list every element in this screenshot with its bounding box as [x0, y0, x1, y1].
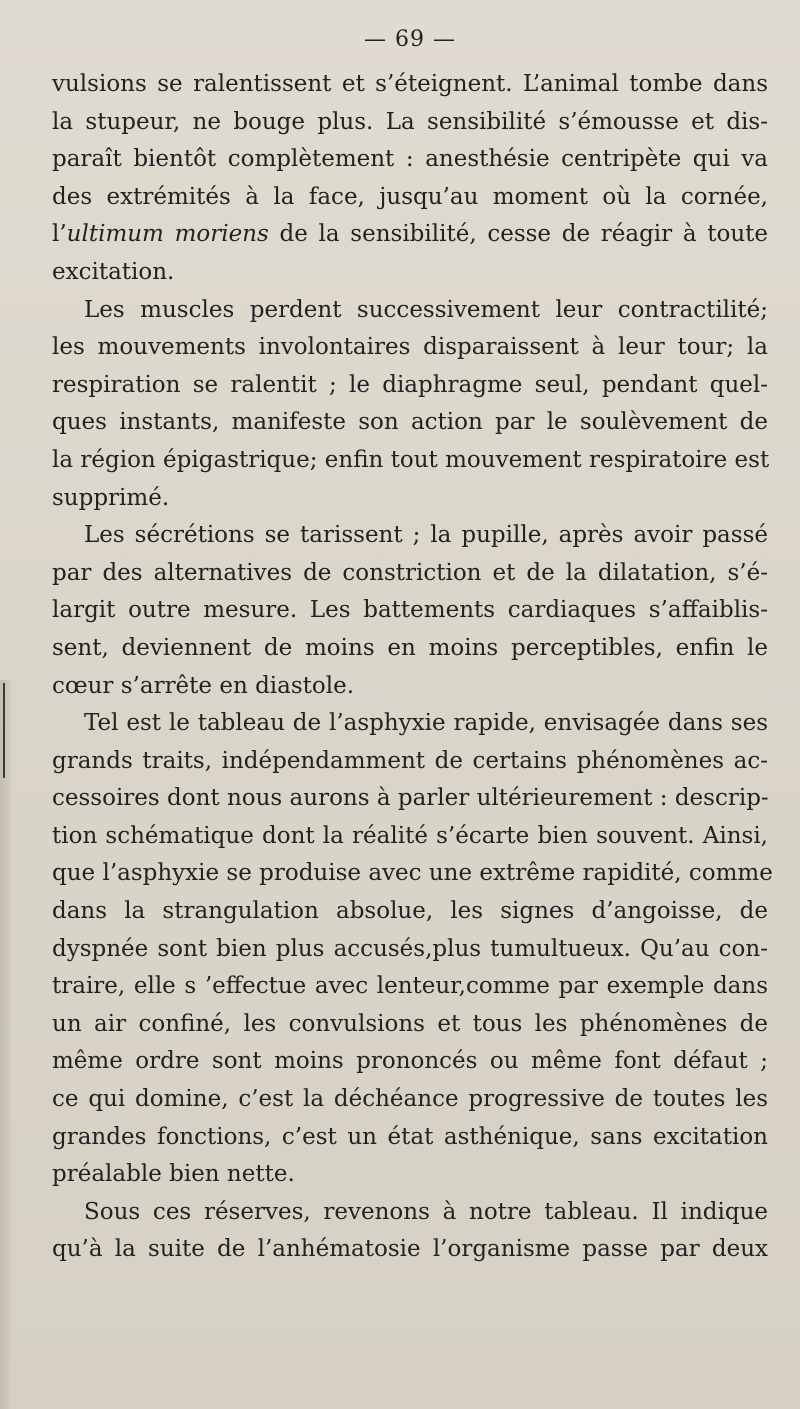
text-line: la stupeur, ne bouge plus. La sensibilité s’émousse et dis-: [52, 108, 768, 135]
text-line: que l’asphyxie se produise avec une extrême rapidité, comme: [52, 860, 773, 887]
text-line: excitation.: [52, 258, 175, 285]
text-line: respiration se ralentit ; le diaphragme seul, pendant quel-: [52, 371, 768, 398]
text-line: même ordre sont moins prononcés ou même font défaut ;: [52, 1048, 768, 1075]
text-line: Tel est le tableau de l’asphyxie rapide, envisagée dans ses: [84, 710, 768, 737]
text-line: les mouvements involontaires disparaissent à leur tour; la: [52, 334, 768, 361]
text-line: Sous ces réserves, revenons à notre tableau. Il indique: [84, 1198, 768, 1225]
text-line: paraît bientôt complètement : anesthésie centripète qui va: [52, 146, 768, 173]
text-line: [52, 216, 768, 254]
text-line: dyspnée sont bien plus accusés,plus tumultueux. Qu’au con-: [52, 935, 768, 962]
text-line: préalable bien nette.: [52, 1161, 295, 1188]
text-line: traire, elle s ’effectue avec lenteur,comme par exemple dans: [52, 973, 768, 1000]
text-line: grandes fonctions, c’est un état asthénique, sans excitation: [52, 1123, 768, 1150]
text-line: Les sécrétions se tarissent ; la pupille, après avoir passé: [84, 522, 768, 549]
text-line: par des alternatives de constriction et de la dilatation, s’é-: [52, 559, 768, 586]
page-text: [52, 20, 773, 1269]
text-line: tion schématique dont la réalité s’écarte bien souvent. Ainsi,: [52, 822, 768, 849]
body-text: [52, 66, 773, 1269]
text-segment: de la sensibilité, cesse de réagir à toute: [268, 221, 769, 248]
text-line: sent, deviennent de moins en moins perceptibles, enfin le: [52, 634, 768, 661]
page-gutter-shadow: [0, 680, 12, 1409]
page-number-header: — 69 —: [364, 27, 456, 52]
text-line: cœur s’arrête en diastole.: [52, 672, 355, 699]
text-line: largit outre mesure. Les battements cardiaques s’affaiblis-: [52, 597, 768, 624]
text-line: dans la strangulation absolue, les signes d’angoisse, de: [52, 898, 768, 925]
text-line: Les muscles perdent successivement leur contractilité;: [84, 296, 768, 323]
text-line: supprimé.: [52, 484, 170, 511]
text-line: des extrémités à la face, jusqu’au moment où la cornée,: [52, 183, 768, 210]
text-line: grands traits, indépendamment de certains phénomènes ac-: [52, 747, 768, 774]
text-line: qu’à la suite de l’anhématosie l’organisme passe par deux: [52, 1236, 768, 1263]
italic-phrase: ultimum moriens: [66, 221, 269, 248]
margin-mark: [3, 683, 5, 778]
text-segment: l’: [52, 221, 67, 248]
text-line: ques instants, manifeste son action par le soulèvement de: [52, 409, 768, 436]
text-line: ce qui domine, c’est la déchéance progressive de toutes les: [52, 1086, 768, 1113]
text-line: vulsions se ralentissent et s’éteignent. L’animal tombe dans: [52, 71, 768, 97]
text-line: un air confiné, les convulsions et tous les phénomènes de: [52, 1010, 768, 1037]
text-line: cessoires dont nous aurons à parler ultérieurement : descrip-: [52, 785, 769, 812]
text-line: la région épigastrique; enfin tout mouvement respiratoire est: [52, 446, 770, 473]
